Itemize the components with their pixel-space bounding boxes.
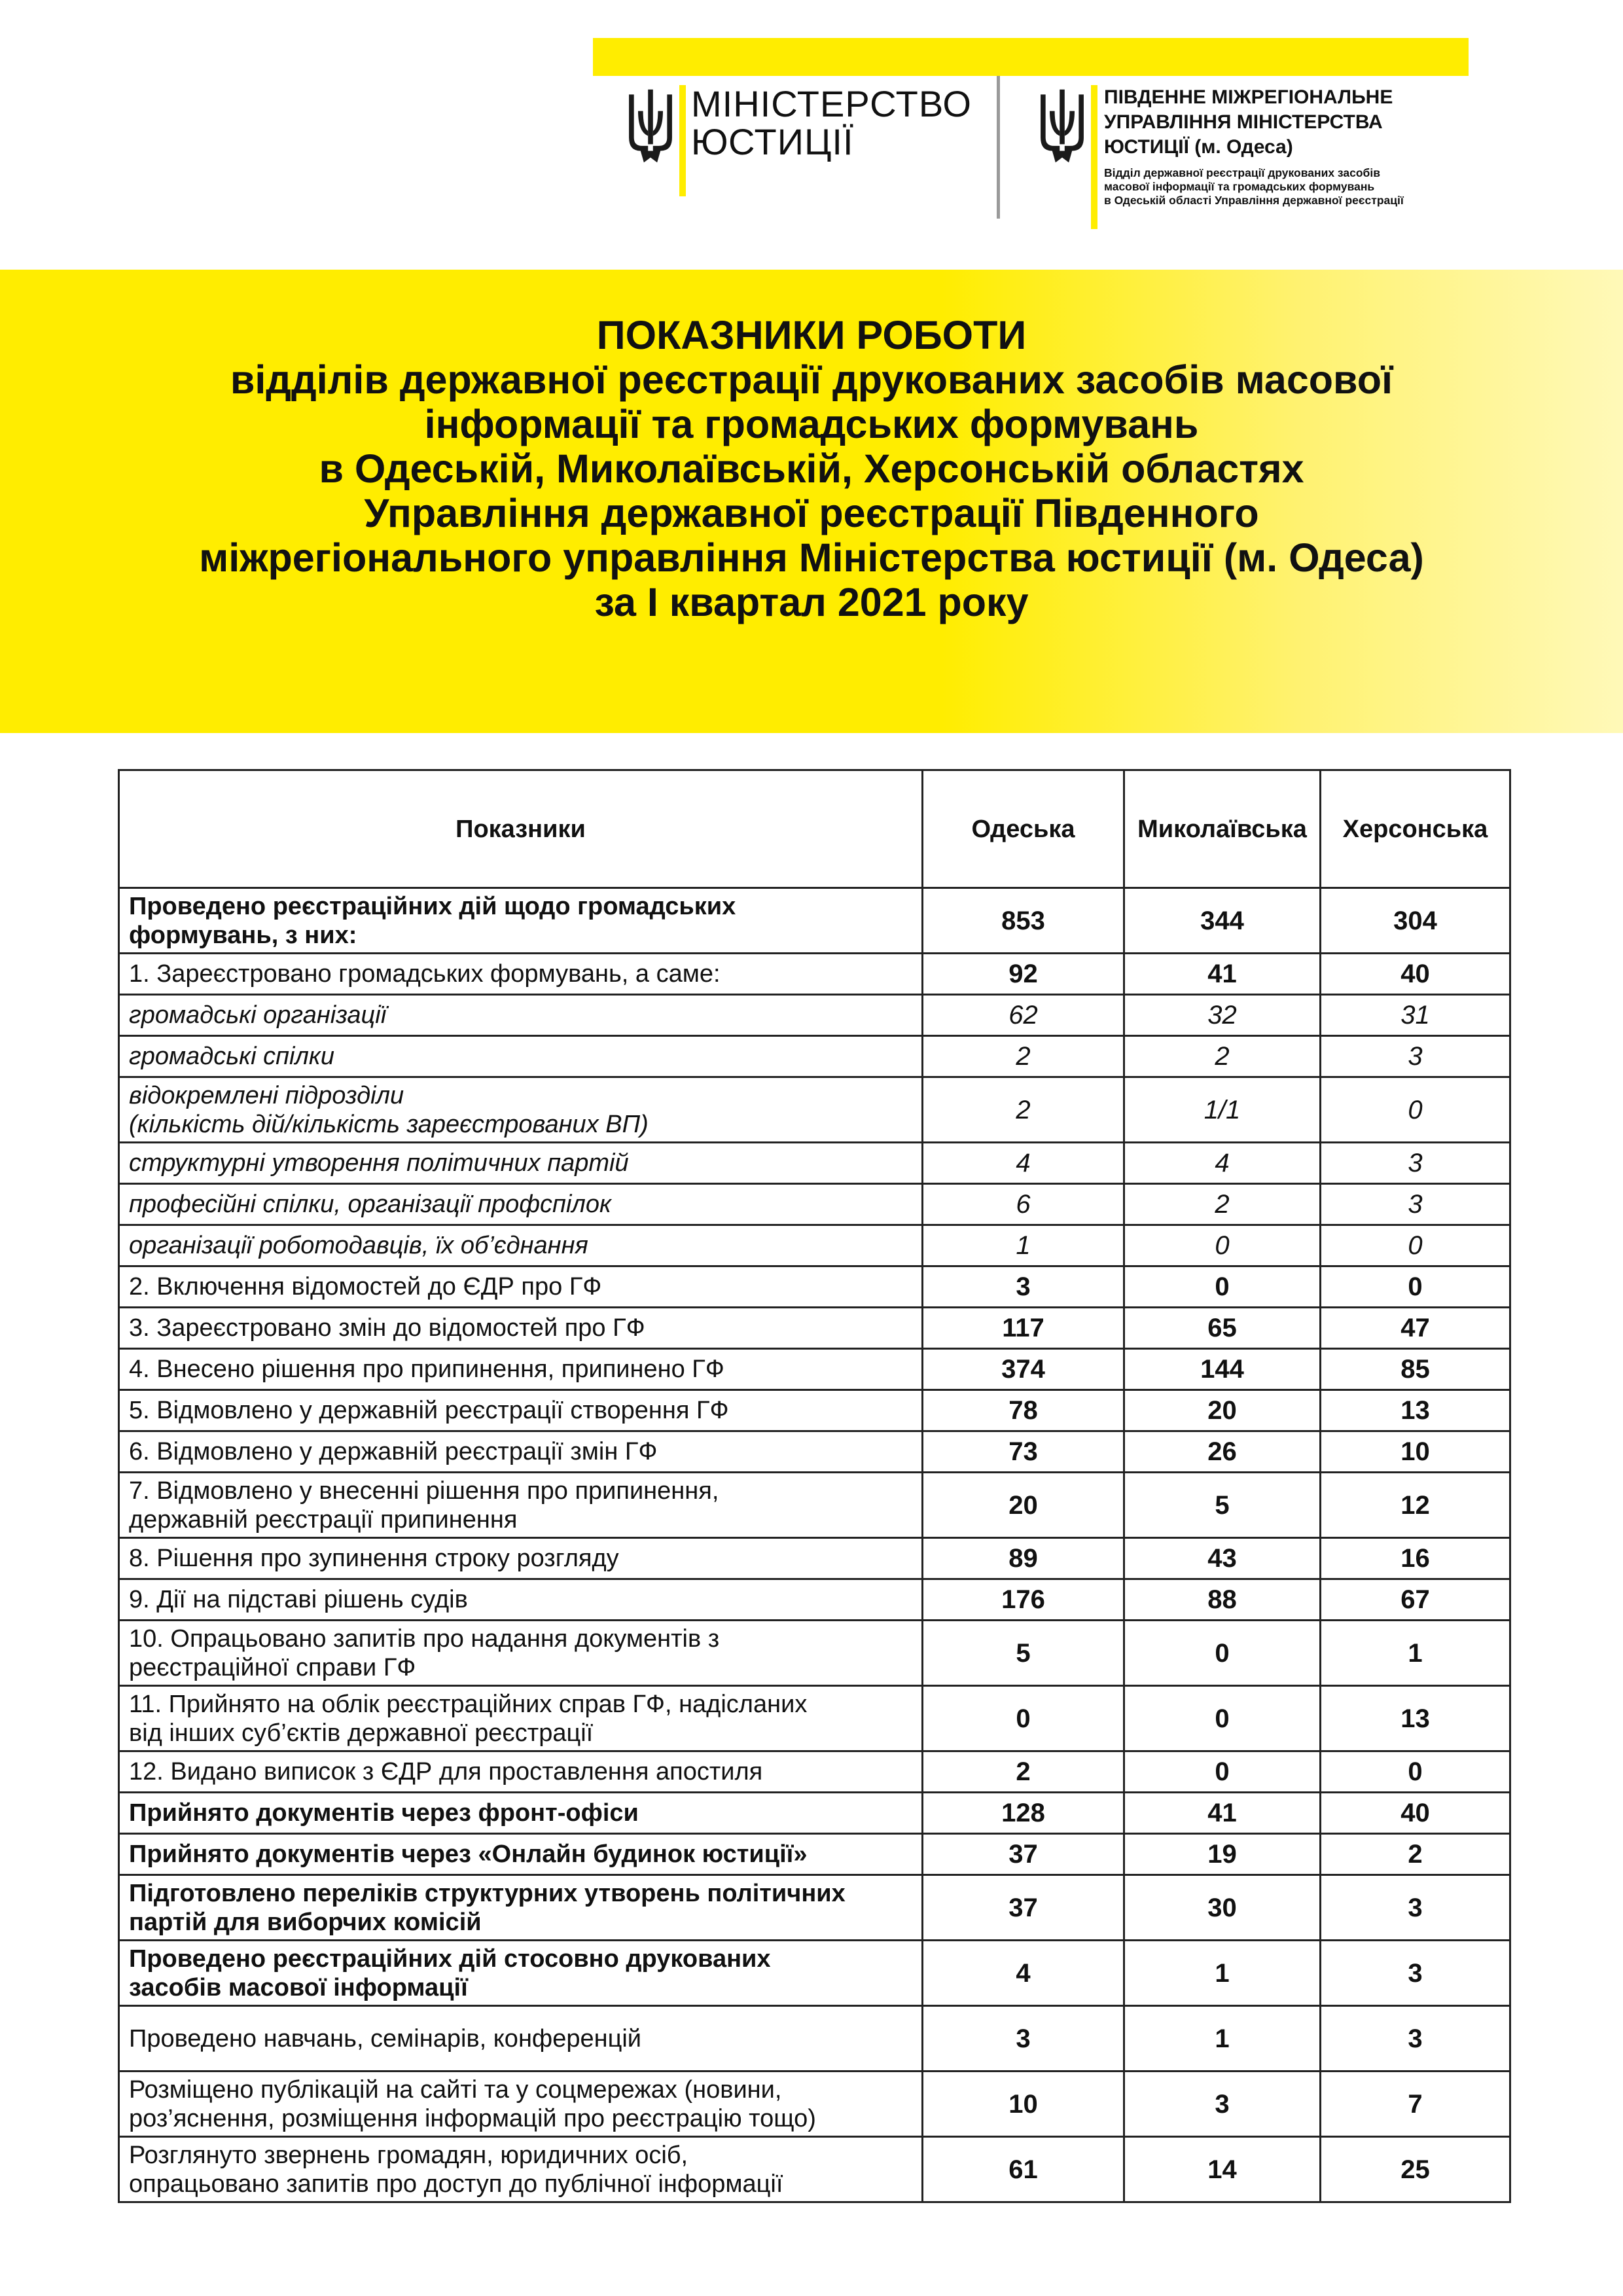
table-row [119,995,1510,1036]
row-label-line2: державній реєстрації припинення [129,1505,518,1534]
cell-mykolaiv: 0 [1124,1266,1321,1308]
table-row [119,1621,1510,1686]
row-label: 1. Зареєстровано громадських формувань, а саме: [119,954,923,995]
cell-odesa: 374 [923,1349,1124,1390]
cell-odesa: 2 [923,1036,1124,1077]
cell-mykolaiv: 41 [1124,954,1321,995]
cell-mykolaiv: 41 [1124,1793,1321,1834]
table-row [119,1941,1510,2006]
cell-mykolaiv: 43 [1124,1538,1321,1579]
cell-odesa: 37 [923,1875,1124,1941]
cell-kherson: 25 [1321,2137,1510,2202]
cell-mykolaiv: 2 [1124,1036,1321,1077]
cell-kherson: 0 [1321,1266,1510,1308]
row-label-line2: засобів масової інформації [129,1973,468,2001]
row-label-line2: від інших суб’єктів державної реєстрації [129,1719,594,1747]
cell-odesa: 62 [923,995,1124,1036]
row-label [119,1473,923,1538]
row-label-line2: опрацьовано запитів про доступ до публічної інформації [129,2170,783,2198]
table-row [119,1793,1510,1834]
cell-mykolaiv: 19 [1124,1834,1321,1875]
table-row [119,1266,1510,1308]
cell-kherson: 0 [1321,1225,1510,1266]
cell-kherson: 1 [1321,1621,1510,1686]
cell-kherson: 3 [1321,1143,1510,1184]
cell-kherson: 13 [1321,1686,1510,1751]
row-label: 6. Відмовлено у державній реєстрації змін ГФ [119,1431,923,1473]
cell-odesa: 117 [923,1308,1124,1349]
regional-title-line2: УПРАВЛІННЯ МІНІСТЕРСТВА [1104,111,1383,133]
table-row [119,2137,1510,2202]
row-label-line2: партій для виборчих комісій [129,1908,482,1936]
row-label: Прийнято документів через фронт-офіси [119,1793,923,1834]
cell-mykolaiv: 344 [1124,888,1321,954]
title-banner [0,270,1623,733]
row-label-line1: Підготовлено переліків структурних утворень політичних [129,1879,846,1907]
ministry-name [691,85,972,161]
table-row [119,888,1510,954]
cell-kherson: 304 [1321,888,1510,954]
cell-mykolaiv: 0 [1124,1225,1321,1266]
column-header-indicators: Показники [119,770,923,888]
regional-sub-line3: в Одеській області Управління державної реєстрації [1104,194,1404,207]
cell-mykolaiv: 20 [1124,1390,1321,1431]
row-label: професійні спілки, організації профспілок [119,1184,923,1225]
cell-odesa: 20 [923,1473,1124,1538]
cell-mykolaiv: 0 [1124,1621,1321,1686]
cell-odesa: 78 [923,1390,1124,1431]
cell-odesa: 2 [923,1077,1124,1143]
row-label [119,1875,923,1941]
cell-mykolaiv: 1 [1124,2006,1321,2072]
cell-odesa: 4 [923,1941,1124,2006]
table-row [119,1390,1510,1431]
row-label: 2. Включення відомостей до ЄДР про ГФ [119,1266,923,1308]
cell-odesa: 3 [923,2006,1124,2072]
cell-odesa: 853 [923,888,1124,954]
row-label: 5. Відмовлено у державній реєстрації створення ГФ [119,1390,923,1431]
cell-mykolaiv: 0 [1124,1751,1321,1793]
row-label: 4. Внесено рішення про припинення, припинено ГФ [119,1349,923,1390]
trident-icon [626,85,675,170]
cell-mykolaiv: 4 [1124,1143,1321,1184]
cell-mykolaiv: 1 [1124,1941,1321,2006]
cell-mykolaiv: 30 [1124,1875,1321,1941]
logo-divider-bar [679,85,686,196]
cell-odesa: 6 [923,1184,1124,1225]
cell-mykolaiv: 26 [1124,1431,1321,1473]
regional-title-line1: ПІВДЕННЕ МІЖРЕГІОНАЛЬНЕ [1104,86,1393,108]
cell-kherson: 7 [1321,2072,1510,2137]
row-label-line2: формувань, з них: [129,921,357,949]
table-row [119,1431,1510,1473]
performance-table [118,769,1511,2203]
row-label: громадські організації [119,995,923,1036]
cell-mykolaiv: 144 [1124,1349,1321,1390]
regional-title-line3: ЮСТИЦІЇ (м. Одеса) [1104,136,1293,158]
table-row [119,1473,1510,1538]
cell-kherson: 16 [1321,1538,1510,1579]
regional-sub-line2: масової інформації та громадських формувань [1104,180,1375,193]
cell-mykolaiv: 14 [1124,2137,1321,2202]
row-label: 8. Рішення про зупинення строку розгляду [119,1538,923,1579]
row-label-line1: Розглянуто звернень громадян, юридичних осіб, [129,2141,688,2169]
logo-divider-bar [1091,85,1097,229]
cell-kherson: 10 [1321,1431,1510,1473]
cell-kherson: 12 [1321,1473,1510,1538]
cell-odesa: 128 [923,1793,1124,1834]
cell-kherson: 31 [1321,995,1510,1036]
cell-odesa: 1 [923,1225,1124,1266]
table-row [119,1579,1510,1621]
cell-mykolaiv: 0 [1124,1686,1321,1751]
header-accent-stripe [593,38,1469,76]
cell-mykolaiv: 88 [1124,1579,1321,1621]
cell-odesa: 10 [923,2072,1124,2137]
cell-odesa: 3 [923,1266,1124,1308]
row-label-line1: Проведено реєстраційних дій щодо громадських [129,892,736,920]
row-label-line1: Проведено реєстраційних дій стосовно друкованих [129,1945,771,1973]
ministry-name-line1: МІНІСТЕРСТВО [691,83,972,124]
row-label-line1: 10. Опрацьовано запитів про надання документів з [129,1624,720,1653]
row-label-line2: роз’яснення, розміщення інформацій про реєстрацію тощо) [129,2104,816,2132]
column-header-kherson: Херсонська [1321,770,1510,888]
cell-odesa: 92 [923,954,1124,995]
cell-mykolaiv: 1/1 [1124,1077,1321,1143]
title-line6: міжрегіонального управління Міністерства юстиції (м. Одеса) [199,535,1424,580]
table-row [119,2072,1510,2137]
table-row [119,1143,1510,1184]
table-row [119,1225,1510,1266]
table-row [119,954,1510,995]
title-line5: Управління державної реєстрації Південного [364,491,1259,535]
table-header-row [119,770,1510,888]
row-label: громадські спілки [119,1036,923,1077]
table-row [119,1349,1510,1390]
regional-office-title [1104,85,1404,160]
row-label [119,888,923,954]
table-row [119,1686,1510,1751]
cell-kherson: 67 [1321,1579,1510,1621]
title-line7: за І квартал 2021 року [594,580,1029,624]
cell-mykolaiv: 2 [1124,1184,1321,1225]
trident-icon [1037,85,1087,170]
row-label [119,1077,923,1143]
document-title [0,270,1623,624]
row-label: Прийнято документів через «Онлайн будинок юстиції» [119,1834,923,1875]
column-header-mykolaiv: Миколаївська [1124,770,1321,888]
row-label: структурні утворення політичних партій [119,1143,923,1184]
table-row [119,1308,1510,1349]
cell-kherson: 3 [1321,1941,1510,2006]
cell-odesa: 73 [923,1431,1124,1473]
title-line1: ПОКАЗНИКИ РОБОТИ [596,313,1027,357]
column-header-odesa: Одеська [923,770,1124,888]
cell-kherson: 40 [1321,954,1510,995]
regional-office-text [1104,85,1404,207]
row-label: Проведено навчань, семінарів, конференцій [119,2006,923,2072]
cell-mykolaiv: 65 [1124,1308,1321,1349]
cell-odesa: 61 [923,2137,1124,2202]
table-row [119,1184,1510,1225]
row-label [119,1941,923,2006]
row-label-line2: (кількість дій/кількість зареєстрованих ВП) [129,1110,649,1138]
cell-kherson: 0 [1321,1077,1510,1143]
cell-odesa: 4 [923,1143,1124,1184]
title-line3: інформації та громадських формувань [424,402,1199,446]
cell-odesa: 0 [923,1686,1124,1751]
ministry-of-justice-logo [626,85,972,196]
cell-odesa: 5 [923,1621,1124,1686]
table-row [119,1538,1510,1579]
title-line4: в Одеській, Миколаївській, Херсонській областях [319,446,1304,491]
cell-odesa: 89 [923,1538,1124,1579]
row-label-line1: відокремлені підрозділи [129,1081,404,1109]
cell-mykolaiv: 32 [1124,995,1321,1036]
cell-kherson: 13 [1321,1390,1510,1431]
row-label-line1: 7. Відмовлено у внесенні рішення про припинення, [129,1477,719,1505]
cell-kherson: 40 [1321,1793,1510,1834]
cell-odesa: 37 [923,1834,1124,1875]
title-line2: відділів державної реєстрації друкованих засобів масової [230,357,1393,402]
cell-kherson: 0 [1321,1751,1510,1793]
row-label [119,1621,923,1686]
cell-kherson: 3 [1321,1184,1510,1225]
table-row [119,2006,1510,2072]
row-label: організації роботодавців, їх об’єднання [119,1225,923,1266]
row-label-line1: 11. Прийнято на облік реєстраційних справ ГФ, надісланих [129,1690,808,1718]
regional-office-subtitle [1104,166,1404,207]
row-label: 9. Дії на підставі рішень судів [119,1579,923,1621]
row-label-line1: Розміщено публікацій на сайті та у соцмережах (новини, [129,2075,782,2104]
cell-odesa: 2 [923,1751,1124,1793]
cell-mykolaiv: 3 [1124,2072,1321,2137]
cell-mykolaiv: 5 [1124,1473,1321,1538]
cell-odesa: 176 [923,1579,1124,1621]
ministry-name-line2: ЮСТИЦІЇ [691,121,854,162]
regional-sub-line1: Відділ державної реєстрації друкованих засобів [1104,166,1380,179]
table-row [119,1036,1510,1077]
cell-kherson: 2 [1321,1834,1510,1875]
table-row [119,1751,1510,1793]
header-vertical-separator [997,76,1000,219]
row-label-line2: реєстраційної справи ГФ [129,1653,416,1681]
cell-kherson: 3 [1321,1036,1510,1077]
table-row [119,1834,1510,1875]
table-row [119,1875,1510,1941]
row-label [119,2072,923,2137]
cell-kherson: 85 [1321,1349,1510,1390]
row-label [119,1686,923,1751]
table-row [119,1077,1510,1143]
row-label: 12. Видано виписок з ЄДР для проставлення апостиля [119,1751,923,1793]
row-label [119,2137,923,2202]
cell-kherson: 3 [1321,2006,1510,2072]
row-label: 3. Зареєстровано змін до відомостей про ГФ [119,1308,923,1349]
cell-kherson: 3 [1321,1875,1510,1941]
cell-kherson: 47 [1321,1308,1510,1349]
regional-office-logo [1037,85,1404,229]
